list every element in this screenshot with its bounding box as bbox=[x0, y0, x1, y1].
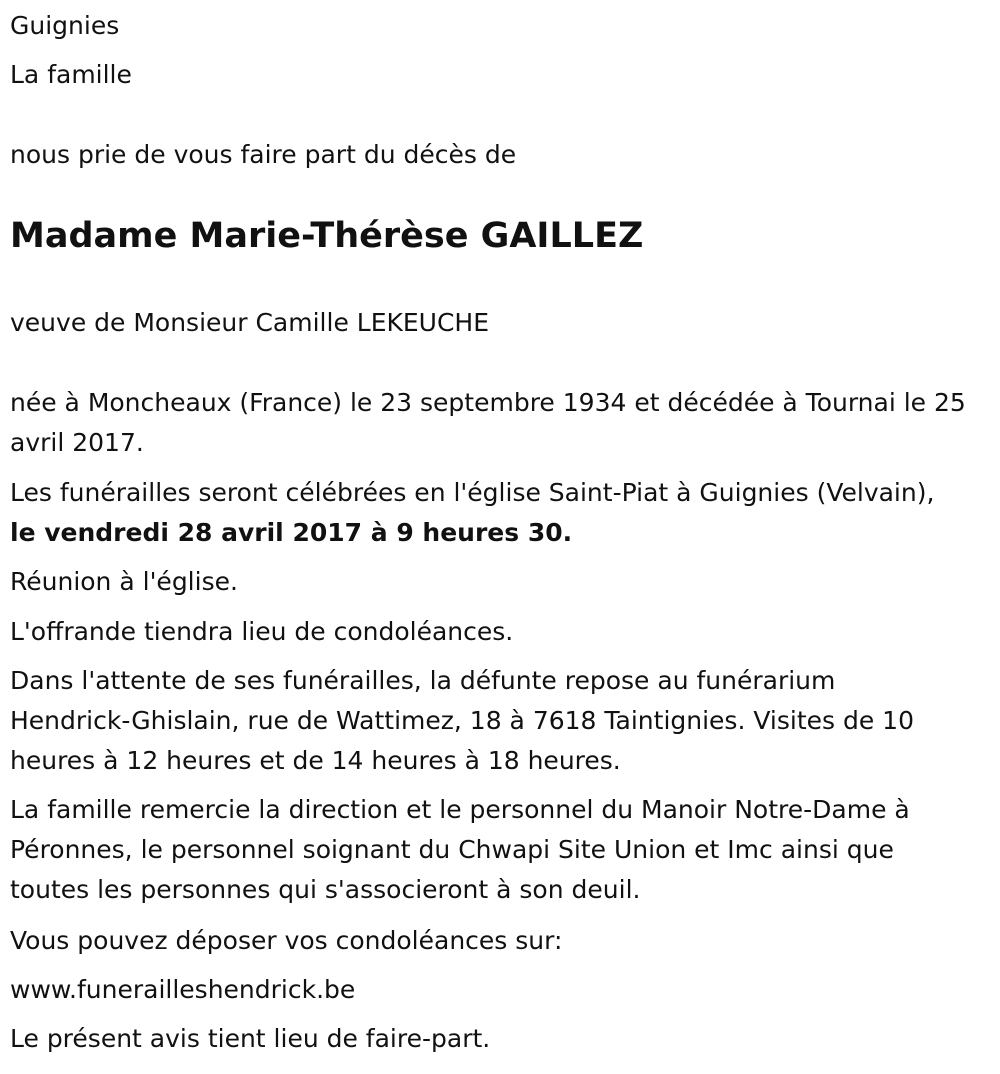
thanks-paragraph: La famille remercie la direction et le personnel du Manoir Notre-Dame à Péronnes, le personnel soignant du Chwapi Site Union et Imc ainsi que toutes les personnes qui s'associeront à son deuil. bbox=[10, 795, 910, 904]
offering-line: L'offrande tiendra lieu de condoléances. bbox=[10, 617, 514, 646]
spouse-line: veuve de Monsieur Camille LEKEUCHE bbox=[10, 308, 490, 337]
website-link[interactable]: www.funerailleshendrick.be bbox=[10, 975, 356, 1004]
family-line: La famille bbox=[10, 60, 132, 89]
meeting-line: Réunion à l'église. bbox=[10, 567, 238, 596]
closing-line: Le présent avis tient lieu de faire-part. bbox=[10, 1024, 491, 1053]
resting-paragraph: Dans l'attente de ses funérailles, la défunte repose au funérarium Hendrick-Ghislain, rue de Wattimez, 18 à 7618 Taintignies. Visites de 10 heures à 12 heures et de 14 heures à 18 heures. bbox=[10, 666, 914, 775]
intro-line: nous prie de vous faire part du décès de bbox=[10, 140, 517, 169]
funeral-paragraph bbox=[10, 473, 992, 553]
place-line: Guignies bbox=[10, 11, 120, 40]
funeral-text: Les funérailles seront célébrées en l'église Saint-Piat à Guignies (Velvain), bbox=[10, 478, 935, 507]
birth-death-paragraph: née à Moncheaux (France) le 23 septembre 1934 et décédée à Tournai le 25 avril 2017. bbox=[10, 388, 966, 457]
funeral-date: le vendredi 28 avril 2017 à 9 heures 30. bbox=[10, 518, 573, 547]
deceased-name: Madame Marie-Thérèse GAILLEZ bbox=[10, 216, 644, 256]
condolences-label: Vous pouvez déposer vos condoléances sur: bbox=[10, 926, 563, 955]
